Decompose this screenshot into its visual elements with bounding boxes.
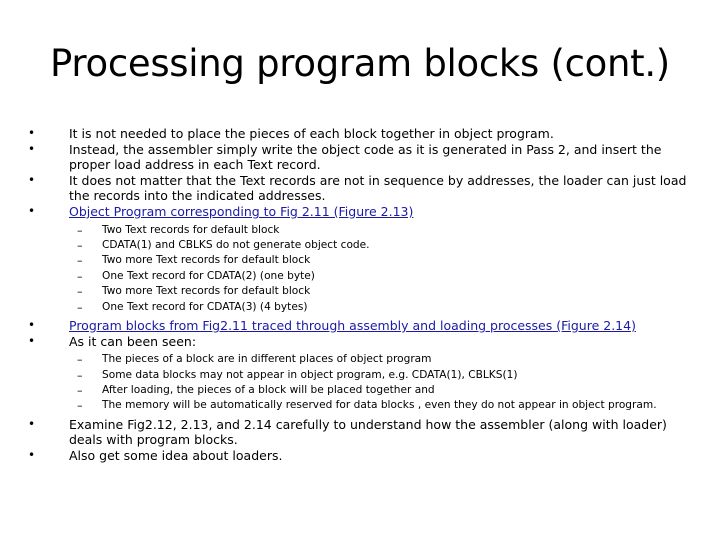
bullet-text: It does not matter that the Text records are not in sequence by addresses, the loader can just load the records into the indicated addresses.	[69, 172, 687, 204]
sub-bullet-text: The pieces of a block are in different places of object program	[102, 353, 432, 366]
sub-bullet-text: The memory will be automatically reserved for data blocks , even they do not appear in object program.	[102, 399, 657, 412]
bullet-dot-icon: •	[28, 416, 36, 431]
slide-content	[28, 126, 688, 464]
sub-bullet-list	[28, 223, 688, 315]
bullet-dot-icon: •	[28, 126, 36, 140]
sub-bullet-text: Some data blocks may not appear in object program, e.g. CDATA(1), CBLKS(1)	[102, 368, 518, 381]
figure-2-14-link[interactable]: Program blocks from Fig2.11 traced through assembly and loading processes (Figure 2.14)	[69, 318, 636, 333]
sub-bullet-text: CDATA(1) and CBLKS do not generate object code.	[102, 238, 370, 251]
bullet-text: Also get some idea about loaders.	[69, 448, 283, 463]
bullet-dot-icon: •	[28, 448, 36, 462]
bullet-dot-icon: •	[28, 318, 36, 332]
dash-icon: –	[77, 300, 83, 314]
dash-icon: –	[77, 368, 83, 382]
sub-bullet-item	[28, 383, 688, 398]
sub-bullet-text: Two more Text records for default block	[102, 254, 311, 267]
bullet-item	[28, 204, 688, 220]
sub-bullet-item	[28, 269, 688, 284]
sub-bullet-item	[28, 238, 688, 253]
sub-bullet-item	[28, 398, 688, 413]
bullet-text: As it can been seen:	[69, 333, 197, 349]
dash-icon: –	[77, 223, 83, 237]
bullet-item	[28, 318, 688, 334]
bullet-text: Examine Fig2.12, 2.13, and 2.14 carefully to understand how the assembler (along with loader) deals with program blocks.	[69, 416, 667, 448]
dash-icon: –	[77, 285, 83, 299]
bullet-dot-icon: •	[28, 333, 36, 348]
sub-bullet-item	[28, 223, 688, 238]
dash-icon: –	[77, 269, 83, 283]
dash-icon: –	[77, 238, 83, 252]
sub-bullet-item	[28, 284, 688, 299]
sub-bullet-item	[28, 368, 688, 383]
dash-icon: –	[77, 254, 83, 268]
bullet-text: It is not needed to place the pieces of each block together in object program.	[69, 126, 554, 141]
bullet-item	[28, 142, 688, 173]
sub-bullet-list	[28, 352, 688, 414]
sub-bullet-text: One Text record for CDATA(3) (4 bytes)	[102, 300, 308, 313]
dash-icon: –	[77, 399, 83, 413]
sub-bullet-item	[28, 300, 688, 315]
bullet-item	[28, 334, 688, 350]
sub-bullet-text: Two Text records for default block	[102, 223, 280, 236]
bullet-item	[28, 126, 688, 142]
slide-title: Processing program blocks (cont.)	[50, 42, 670, 85]
dash-icon: –	[77, 384, 83, 397]
sub-bullet-item	[28, 352, 688, 367]
bullet-item	[28, 173, 688, 204]
bullet-dot-icon: •	[28, 203, 36, 218]
bullet-text: Instead, the assembler simply write the object code as it is generated in Pass 2, and insert the proper load address in each Text record.	[69, 141, 662, 173]
bullet-item	[28, 417, 688, 448]
sub-bullet-text: One Text record for CDATA(2) (one byte)	[102, 269, 315, 282]
bullet-item	[28, 448, 688, 464]
sub-bullet-text: Two more Text records for default block	[102, 285, 311, 298]
dash-icon: –	[77, 353, 83, 367]
sub-bullet-text: After loading, the pieces of a block will be placed together and	[102, 384, 435, 396]
bullet-dot-icon: •	[28, 172, 36, 187]
bullet-dot-icon: •	[28, 141, 36, 156]
figure-2-13-link[interactable]: Object Program corresponding to Fig 2.11 (Figure 2.13)	[69, 203, 414, 219]
sub-bullet-item	[28, 253, 688, 268]
